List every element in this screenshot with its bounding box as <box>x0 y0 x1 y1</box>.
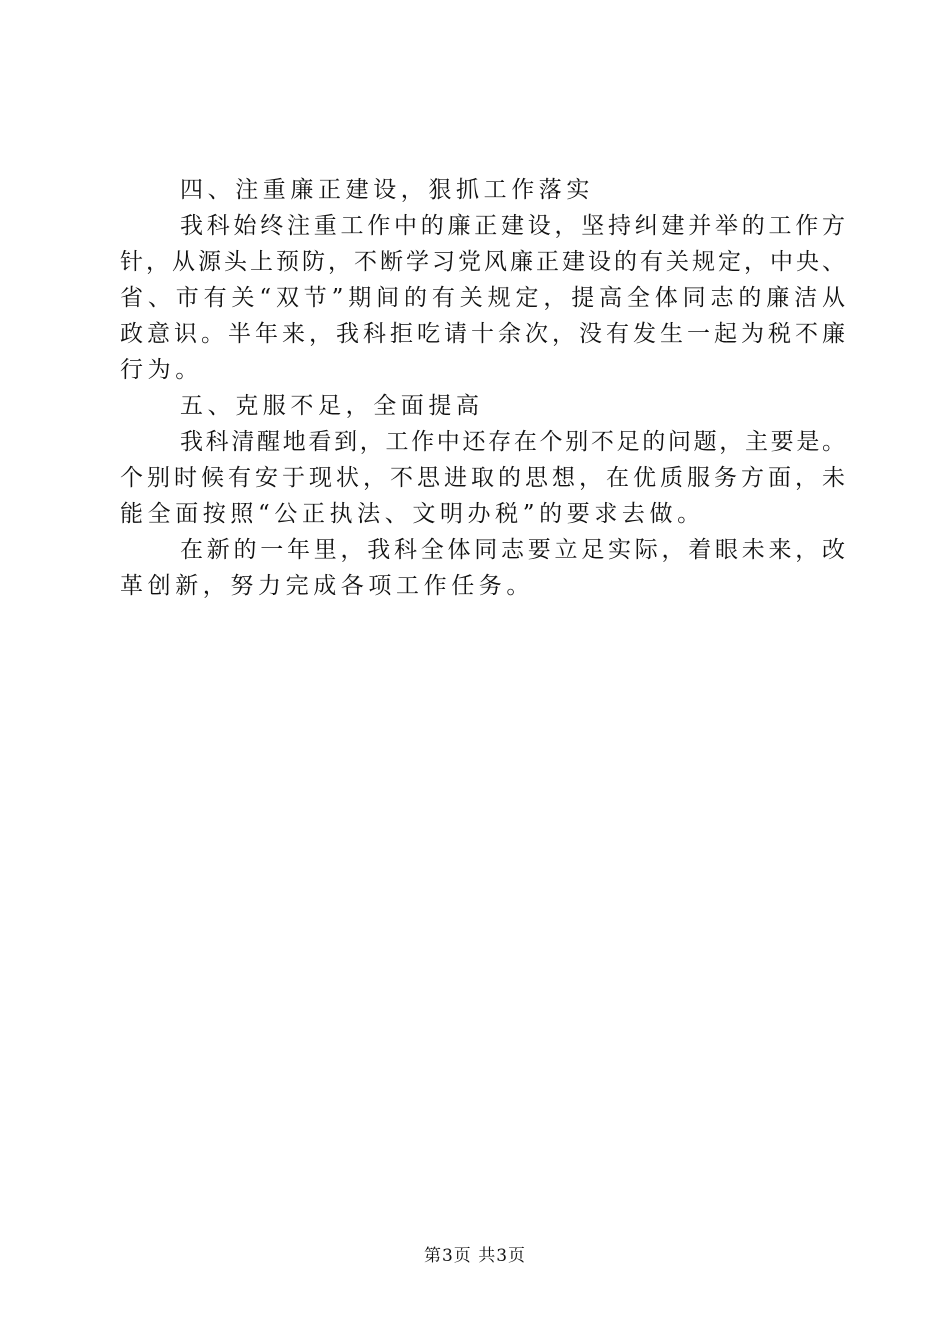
paragraph-line: 我科清醒地看到，工作中还存在个别不足的问题，主要是。 <box>180 429 845 455</box>
paragraph-line: 个别时候有安于现状，不思进取的思想，在优质服务方面，未 <box>120 465 845 491</box>
paragraph-line: 省、市有关“双节”期间的有关规定，提高全体同志的廉洁从 <box>120 285 845 311</box>
document-body <box>120 172 845 604</box>
paragraph-line: 能全面按照“公正执法、文明办税”的要求去做。 <box>120 501 705 527</box>
paragraph-line: 在新的一年里，我科全体同志要立足实际，着眼未来，改 <box>180 537 845 563</box>
paragraph-line: 针，从源头上预防，不断学习党风廉正建设的有关规定，中央、 <box>120 249 845 275</box>
section-heading-5: 五、克服不足，全面提高 <box>180 393 484 419</box>
paragraph-line: 行为。 <box>120 357 203 383</box>
paragraph-line: 政意识。半年来，我科拒吃请十余次，没有发生一起为税不廉 <box>120 321 845 347</box>
page-footer: 第3页 共3页 <box>423 1246 527 1266</box>
paragraph-line: 革创新，努力完成各项工作任务。 <box>120 573 534 599</box>
paragraph-line: 我科始终注重工作中的廉正建设，坚持纠建并举的工作方 <box>180 213 845 239</box>
section-heading-4: 四、注重廉正建设，狠抓工作落实 <box>180 177 594 203</box>
